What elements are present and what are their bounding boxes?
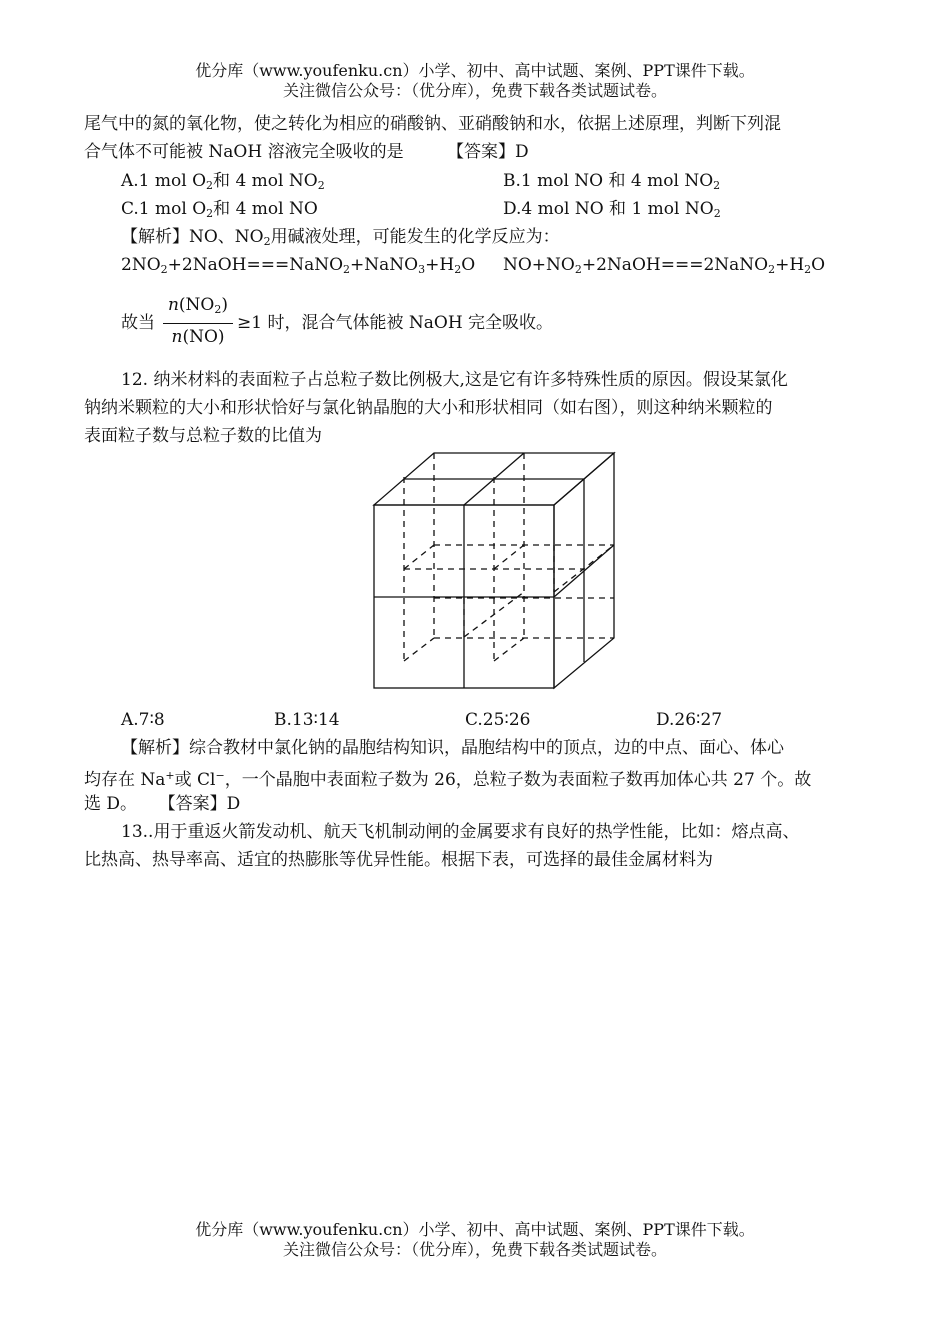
fraction-n-no2-over-n-no [163, 294, 233, 348]
q11-answer: 【答案】D [447, 142, 529, 162]
nacl-unit-cell-figure [370, 448, 622, 694]
q12-analysis-line-2: 均存在 Na+或 Cl−，一个晶胞中表面粒子数为 26，总粒子数为表面粒子数再加体心共 27 个。故 [84, 769, 812, 790]
q11-intro-line-2 [84, 140, 529, 164]
footer-line-2: 关注微信公众号：（优分库），免费下载各类试题试卷。 [282, 1240, 667, 1259]
page-footer [0, 1220, 950, 1260]
q11-intro-line-1: 尾气中的氮的氧化物，使之转化为相应的硝酸钠、亚硝酸钠和水，依据上述原理，判断下列混 [84, 114, 781, 134]
q11-equation-2: $NO+NO_2+2NaOH===2NaNO_2+H_2O$ [503, 255, 826, 276]
q12-analysis-line-1: 【解析】综合教材中氯化钠的晶胞结构知识，晶胞结构中的顶点，边的中点、面心、体心 [121, 738, 784, 758]
q13-line-2: 比热高、热导率高、适宜的热膨胀等优异性能。根据下表，可选择的最佳金属材料为 [84, 850, 713, 870]
q11-conclusion-prefix: 故当 [121, 313, 155, 333]
q11-option-c: C.1 mol $O_2$和 4 mol NO [121, 199, 318, 220]
q12-option-a: A.7∶8 [121, 710, 165, 730]
q12-option-c: C.25∶26 [465, 710, 531, 730]
header-line-2: 关注微信公众号：（优分库），免费下载各类试题试卷。 [282, 81, 667, 100]
q12-analysis-line-3: 选 D。 【答案】D [84, 794, 241, 814]
q11-analysis: 【解析】NO、$NO_2$用碱液处理，可能发生的化学反应为： [121, 227, 560, 248]
q11-question-text: 合气体不可能被 NaOH 溶液完全吸收的是 [84, 142, 404, 162]
q11-equation-1: $2NO_2+2NaOH===NaNO_2+NaNO_3+H_2O$ [121, 255, 476, 276]
q12-line-2: 钠纳米颗粒的大小和形状恰好与氯化钠晶胞的大小和形状相同（如右图），则这种纳米颗粒的 [84, 398, 773, 418]
q12-option-d: D.26∶27 [656, 710, 723, 730]
footer-line-1: 优分库（www.youfenku.cn）小学、初中、高中试题、案例、PPT课件下载。 [195, 1220, 755, 1239]
q12-option-b: B.13∶14 [274, 710, 340, 730]
q11-option-a: A.1 mol $O_2$和 4 mol $NO_2$ [121, 171, 325, 192]
q11-option-b: B.1 mol NO 和 4 mol $NO_2$ [503, 171, 721, 192]
q12-line-3: 表面粒子数与总粒子数的比值为 [84, 426, 322, 446]
q13-line-1: 13..用于重返火箭发动机、航天飞机制动闸的金属要求有良好的热学性能，比如：熔点高、 [121, 822, 800, 842]
fraction-numerator: $n(NO_2)$ [167, 295, 229, 316]
fraction-denominator: n(NO) [171, 327, 225, 347]
q11-conclusion-suffix: ≥1 时，混合气体能被 NaOH 完全吸收。 [237, 313, 554, 333]
q11-option-d: D.4 mol NO 和 1 mol $NO_2$ [503, 199, 721, 220]
page-header [0, 61, 950, 101]
fraction-bar [163, 323, 233, 324]
q12-line-1: 12. 纳米材料的表面粒子占总粒子数比例极大,这是它有许多特殊性质的原因。假设某氯化 [121, 370, 788, 390]
header-line-1: 优分库（www.youfenku.cn）小学、初中、高中试题、案例、PPT课件下载。 [195, 61, 755, 80]
